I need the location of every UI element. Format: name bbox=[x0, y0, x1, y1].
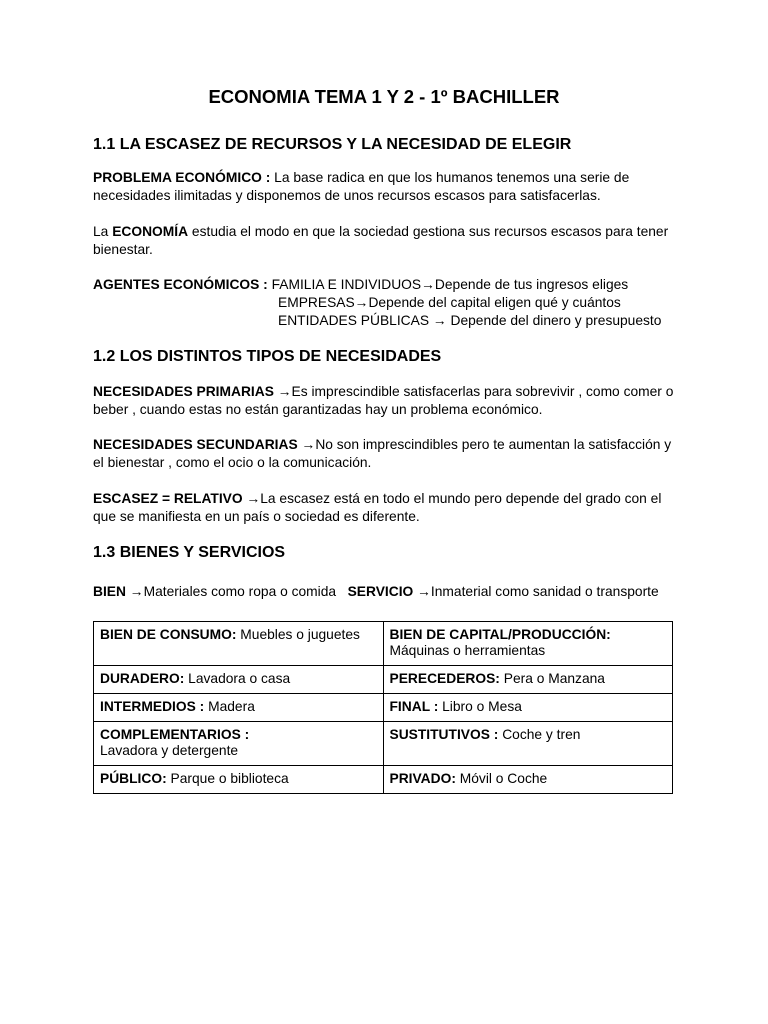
bienes-table bbox=[93, 621, 673, 794]
cell-text: Lavadora o casa bbox=[184, 671, 291, 686]
cell-label: FINAL : bbox=[389, 699, 439, 714]
table-cell bbox=[94, 622, 384, 666]
cell-text: Pera o Manzana bbox=[499, 671, 605, 686]
paragraph-escasez-relativo bbox=[93, 490, 683, 526]
term-necesidades-primarias: NECESIDADES PRIMARIAS bbox=[93, 384, 274, 399]
table-cell bbox=[383, 694, 673, 722]
paragraph-necesidades-secundarias bbox=[93, 436, 683, 472]
agentes-economicos-block bbox=[93, 276, 662, 328]
term-agentes-economicos: AGENTES ECONÓMICOS : bbox=[93, 277, 268, 292]
cell-text: Muebles o juguetes bbox=[236, 627, 360, 642]
section-heading-1-3: 1.3 BIENES Y SERVICIOS bbox=[93, 544, 286, 561]
table-cell bbox=[94, 722, 384, 766]
cell-text: Madera bbox=[204, 699, 255, 714]
section-heading-1-1: 1.1 LA ESCASEZ DE RECURSOS Y LA NECESIDAD DE ELEGIR bbox=[93, 136, 572, 153]
term-escasez-relativo: ESCASEZ = RELATIVO bbox=[93, 491, 243, 506]
cell-label: SUSTITUTIVOS : bbox=[389, 727, 499, 742]
cell-label: PRIVADO: bbox=[389, 771, 456, 786]
table-row bbox=[94, 666, 673, 694]
cell-label: BIEN DE CONSUMO: bbox=[100, 627, 237, 642]
paragraph-text: La bbox=[93, 224, 113, 239]
section-heading-1-2: 1.2 LOS DISTINTOS TIPOS DE NECESIDADES bbox=[93, 348, 442, 365]
table-cell bbox=[94, 694, 384, 722]
paragraph-necesidades-primarias bbox=[93, 383, 683, 419]
term-servicio: SERVICIO bbox=[347, 584, 414, 599]
cell-text: Móvil o Coche bbox=[455, 771, 548, 786]
agentes-familia: FAMILIA E INDIVIDUOS→Depende de tus ingresos eliges bbox=[267, 277, 629, 292]
cell-text: Coche y tren bbox=[498, 727, 581, 742]
paragraph-economia bbox=[93, 223, 683, 259]
table-row bbox=[94, 622, 673, 666]
cell-text: Lavadora y detergente bbox=[100, 743, 239, 758]
table-row bbox=[94, 694, 673, 722]
cell-label: INTERMEDIOS : bbox=[100, 699, 205, 714]
cell-label: COMPLEMENTARIOS : bbox=[100, 727, 250, 742]
term-problema-economico: PROBLEMA ECONÓMICO : bbox=[93, 170, 271, 185]
paragraph-text: →No son imprescindibles pero te aumentan la satisfacción y el bienestar , como el ocio o la comunicación. bbox=[93, 437, 672, 470]
table-row bbox=[94, 722, 673, 766]
cell-label: BIEN DE CAPITAL/PRODUCCIÓN: bbox=[389, 627, 611, 642]
agentes-entidades-publicas: ENTIDADES PÚBLICAS → Depende del dinero y presupuesto bbox=[278, 313, 662, 328]
cell-label: PÚBLICO: bbox=[100, 771, 167, 786]
table-row bbox=[94, 766, 673, 794]
bien-servicio-line bbox=[93, 584, 659, 599]
paragraph-text: →La escasez está en todo el mundo pero depende del grado con el que se manifiesta en un país o sociedad es diferente. bbox=[93, 491, 662, 524]
paragraph-text: estudia el modo en que la sociedad gestiona sus recursos escasos para tener bienestar. bbox=[93, 224, 669, 257]
table-cell bbox=[94, 666, 384, 694]
bien-text: →Materiales como ropa o comida bbox=[125, 584, 348, 599]
agentes-empresas: EMPRESAS→Depende del capital eligen qué y cuántos bbox=[278, 295, 621, 310]
paragraph-problema-economico bbox=[93, 169, 683, 205]
paragraph-text: La base radica en que los humanos tenemos una serie de necesidades ilimitadas y disponemos de unos recursos escasos para satisfacerlas. bbox=[93, 170, 630, 203]
term-necesidades-secundarias: NECESIDADES SECUNDARIAS bbox=[93, 437, 298, 452]
table-cell bbox=[383, 666, 673, 694]
term-bien: BIEN bbox=[93, 584, 126, 599]
table-cell bbox=[383, 766, 673, 794]
servicio-text: →Inmaterial como sanidad o transporte bbox=[413, 584, 659, 599]
table-cell bbox=[383, 622, 673, 666]
table-cell bbox=[383, 722, 673, 766]
cell-label: PERECEDEROS: bbox=[389, 671, 500, 686]
document-title: ECONOMIA TEMA 1 Y 2 - 1º BACHILLER bbox=[208, 86, 560, 107]
cell-label: DURADERO: bbox=[100, 671, 185, 686]
term-economia: ECONOMÍA bbox=[112, 224, 189, 239]
table-cell bbox=[94, 766, 384, 794]
cell-text: Parque o biblioteca bbox=[166, 771, 289, 786]
cell-text: Máquinas o herramientas bbox=[389, 643, 546, 658]
agentes-line-1 bbox=[93, 276, 628, 294]
paragraph-text: →Es imprescindible satisfacerlas para sobrevivir , como comer o beber , cuando estas no están garantizadas hay un problema económico. bbox=[93, 384, 674, 417]
cell-text: Libro o Mesa bbox=[438, 699, 522, 714]
